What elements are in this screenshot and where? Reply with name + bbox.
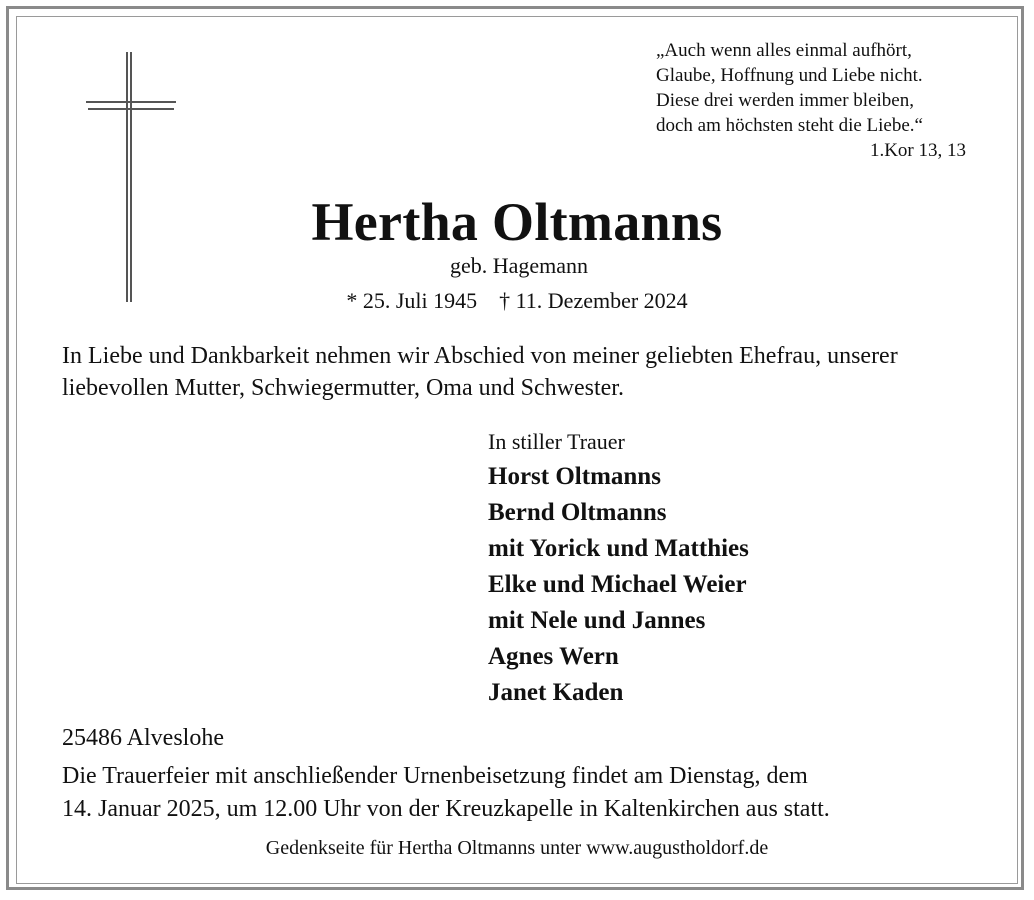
mourner-name: Bernd Oltmanns [488, 499, 667, 526]
quote-line: doch am höchsten steht die Liebe.“ [656, 115, 923, 136]
mourner-name: Janet Kaden [488, 679, 624, 706]
memorial-page-note: Gedenkseite für Hertha Oltmanns unter www.augustholdorf.de [265, 837, 769, 859]
address: 25486 Alveslohe [62, 725, 224, 751]
intro-text: In Liebe und Dankbarkeit nehmen wir Abschied von meiner geliebten Ehefrau, unserer liebevollen Mutter, Schwiegermutter, Oma und Schwester. [62, 343, 898, 401]
mourner-name: Horst Oltmanns [488, 463, 661, 490]
service-info [62, 760, 992, 826]
service-line: Die Trauerfeier mit anschließender Urnenbeisetzung findet am Dienstag, dem [62, 763, 808, 789]
mourner-name: Elke und Michael Weier [488, 571, 747, 598]
maiden-name: geb. Hagemann [449, 253, 589, 278]
mourner-name: mit Nele und Jannes [488, 607, 706, 634]
mourners-heading: In stiller Trauer [488, 429, 625, 454]
quote-line: „Auch wenn alles einmal aufhört, [656, 40, 912, 61]
deceased-name: Hertha Oltmanns [311, 192, 723, 252]
mourners-block [488, 425, 988, 711]
quote-reference: 1.Kor 13, 13 [869, 140, 966, 161]
quote-line: Glaube, Hoffnung und Liebe nicht. [656, 65, 923, 86]
bible-quote [656, 38, 986, 163]
life-dates [0, 286, 1034, 316]
service-line: 14. Januar 2025, um 12.00 Uhr von der Kreuzkapelle in Kaltenkirchen aus statt. [62, 796, 830, 822]
birth-date: * 25. Juli 1945 [346, 288, 478, 313]
mourner-name: mit Yorick und Matthies [488, 535, 749, 562]
death-date: † 11. Dezember 2024 [499, 288, 688, 313]
quote-line: Diese drei werden immer bleiben, [656, 90, 914, 111]
mourner-name: Agnes Wern [488, 643, 619, 670]
